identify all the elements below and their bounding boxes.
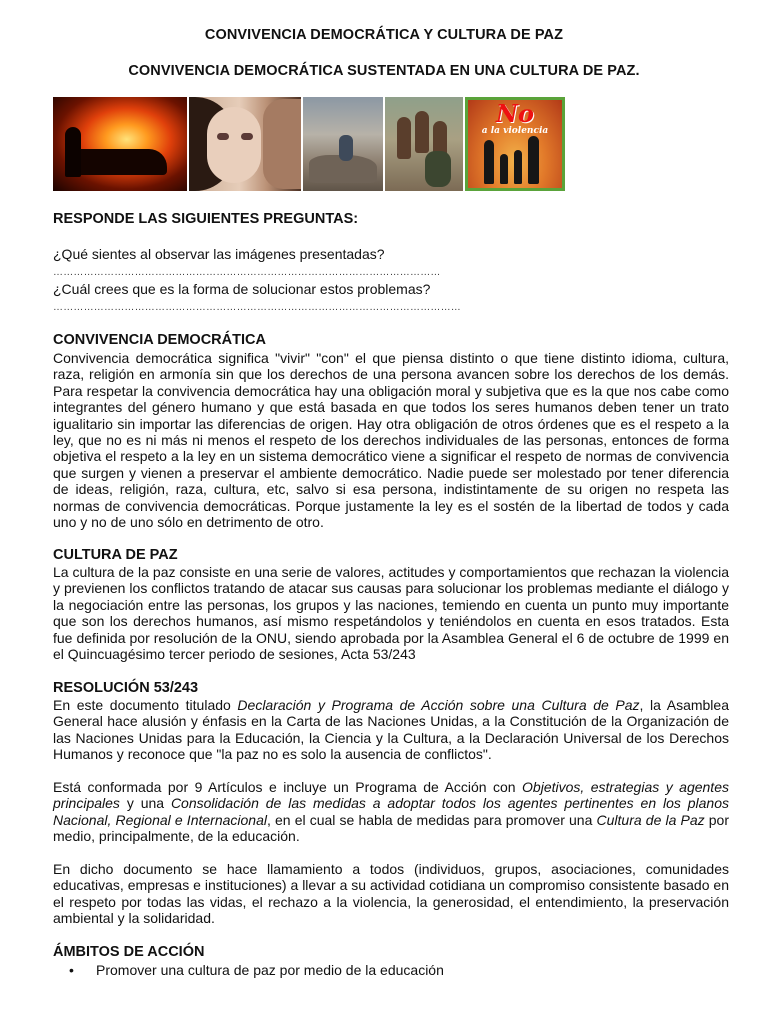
resolucion-paragraph-2: Está conformada por 9 Artículos e incluye un Programa de Acción con Objetivos, estrategias y agentes principales y una Consolidación de las medidas a adoptar todos los agentes pertinentes en los planos Nacional, Regional e Internacional, en el cual se habla de medidas para promover una Cultura de la Paz por medio, principalmente, de la educación.: [53, 779, 730, 845]
answer-line-1: ……………………………………………………………………………………………………: [53, 267, 441, 278]
disaster-rubble-image: [303, 97, 383, 191]
burning-car-image: [53, 97, 187, 191]
poster-violence-text: a la violencia: [481, 126, 549, 136]
question-1: ¿Qué sientes al observar las imágenes presentadas?: [53, 246, 385, 262]
answer-line-2: …………………………………………………………………………………………………………: [53, 302, 461, 313]
question-2: ¿Cuál crees que es la forma de solucionar estos problemas?: [53, 281, 431, 297]
convivencia-heading: CONVIVENCIA DEMOCRÁTICA: [53, 332, 266, 348]
convivencia-paragraph: Convivencia democrática significa "vivir" "con" el que piensa distinto o que tiene distinto idioma, cultura, raza, religión en armonía sin que los derechos de una persona avancen sobre los derechos de los demás. Para respetar la convivencia democrática hay una obligación moral y subjetiva que es la que nos cabe como integrantes del género humano y que está basada en que todos los seres humanos deben tener un trato igualitario sin importar las diferencias de origen. Hay otra obligación de otros órdenes que es el respeto a la ley, que no es ni más ni menos el respeto de los derechos individuales de las personas, entonces de forma objetiva el respeto a la ley en un sistema democrático viene a significar el respeto de normas de convivencia que surgen y vienen a preservar el ambiente democrático. Nadie puede ser molestado por tener diferencia de ideas, religión, raza, cultura, etc, salvo si esa persona, indistintamente de su origen no respeta las normas de convivencia democráticas. Porque justamente la ley es el sostén de la libertad de todos y cada uno y no de uno sólo en detrimento de otro.: [53, 350, 729, 531]
resolucion-paragraph-1: En este documento titulado Declaración y Programa de Acción sobre una Cultura de Paz, la Asamblea General hace alusión y énfasis en la Carta de las Naciones Unidas, a la Constitución de la Organización de las Naciones Unidas para la Educación, la Ciencia y la Cultura, a la Declaración Universal de los Derechos Humanos y reconoce que "la paz no es solo la ausencia de conflictos".: [53, 697, 729, 763]
resolucion-heading: RESOLUCIÓN 53/243: [53, 680, 199, 696]
children-war-image: [385, 97, 463, 191]
image-strip: [53, 97, 565, 191]
declaration-title: Declaración y Programa de Acción sobre una Cultura de Paz: [237, 697, 640, 713]
list-item: • Promover una cultura de paz por medio de la educación: [69, 962, 444, 978]
document-title: CONVIVENCIA DEMOCRÁTICA Y CULTURA DE PAZ: [204, 27, 564, 43]
poster-no-text: No: [496, 99, 534, 128]
ambitos-heading: ÁMBITOS DE ACCIÓN: [53, 944, 205, 960]
questions-heading: RESPONDE LAS SIGUIENTES PREGUNTAS:: [53, 211, 359, 227]
bullet-icon: •: [69, 962, 74, 978]
cultura-paragraph: La cultura de la paz consiste en una serie de valores, actitudes y comportamientos que rechazan la violencia y previenen los conflictos tratando de atacar sus causas para solucionar los problemas mediante el diálogo y la negociación entre las personas, los grupos y las naciones, temiendo en cuenta un punto muy importante que son los derechos humanos, así mismo respetándolos y teniéndolos en cuenta en esos tratados. Esta fue definida por resolución de la ONU, siendo aprobada por la Asamblea General el 6 de octubre de 1999 en el Quincuagésimo tercer periodo de sesiones, Acta 53/243: [53, 564, 729, 663]
document-subtitle: CONVIVENCIA DEMOCRÁTICA SUSTENTADA EN UNA CULTURA DE PAZ.: [128, 63, 640, 79]
no-violence-poster-image: [465, 97, 565, 191]
cultura-heading: CULTURA DE PAZ: [53, 547, 178, 563]
resolucion-paragraph-3: En dicho documento se hace llamamiento a todos (individuos, grupos, asociaciones, comunidades educativas, empresas e instituciones) a llevar a su actividad cotidiana un compromiso consistente basado en el respeto por todas las vidas, el rechazo a la violencia, la generosidad, el entendimiento, la preservación ambiental y la solidaridad.: [53, 861, 729, 927]
bruised-woman-image: [189, 97, 301, 191]
